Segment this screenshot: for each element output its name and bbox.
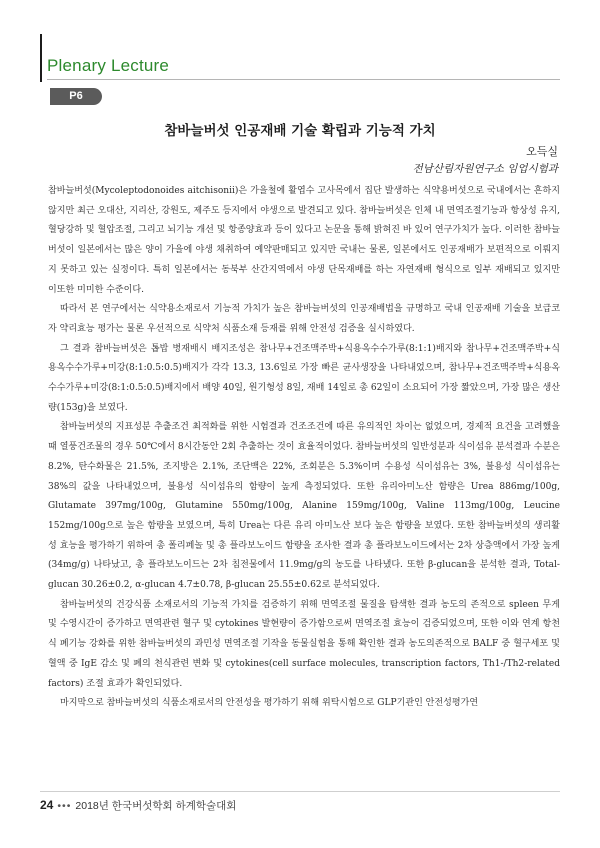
header-rule xyxy=(47,79,560,80)
paragraph: 참바늘버섯의 지표성분 추출조건 최적화를 위한 시험결과 건조조건에 따른 유의적인 차이는 없었으며, 경제적 요건을 고려했을 때 열풍건조물의 경우 50℃에서 8시간동안 2회 추출하는 것이 효율적이었다. 참바늘버섯의 일반성분과 식이섬유 분석결과 수분은 8.2%, 탄수화물은 21.5%, 조지방은 2.1%, 조단백은 22%, 조회분은 5.3%이며 수용성 식이섬유는 3%, 불용성 식이섬유는 38%의 값을 나타내었으며, 불용성 식이섬유의 함량이 높게 측정되었다. 또한 유리아미노산 함량은 Urea 886mg/100g, Glutamate 397mg/100g, Glutamine 550mg/100g, Alanine 159mg/100g, Valine 113mg/100g, Leucine 152mg/100g으로 높은 함량을 보였으며, 특히 Urea는 다른 유리 아미노산 보다 높은 함량을 보였다. 또한 참바늘버섯의 생리활성 효능을 평가하기 위하여 총 폴리페놀 및 총 플라보노이드 함량을 조사한 결과 총 플라보노이드에서는 2차 상층액에서 가장 높게(34mg/g) 나타났고, 총 플라보노이드는 2차 침전물에서 11.9mg/g의 농도를 나타냈다. 또한 β-glucan을 분석한 결과, Total-glucan 30.26±0.2, α-glucan 4.7±0.78, β-glucan 25.55±0.62로 분석되었다. xyxy=(48,422,560,591)
paragraph: 참바늘버섯(Mycoleptodonoides aitchisonii)은 가을철에 활엽수 고사목에서 집단 발생하는 식약용버섯으로 국내에서는 흔하지 않지만 최근 오대산, 지리산, 강원도, 제주도 등지에서 야생으로 발견되고 있다. 참바늘버섯은 인체 내 면역조절기능과 항상성 유지, 혈당강하 및 혈압조절, 그리고 뇌기능 개선 및 항종양효과 등이 있다고 논문을 통해 밝혀진 바 있어 연구가치가 높다. 이러한 참바늘버섯이 일본에서는 많은 양이 가을에 야생 채취하여 예약판매되고 있지만 국내는 물론, 일본에서도 인공재배가 보편적으로 이뤄지지 못하고 있는 실정이다. 특히 일본에서는 동북부 산간지역에서 야생 단목재배를 하는 자연재배 형식으로 일부 재배되고 있지만 이또한 미미한 수준이다. xyxy=(48,186,561,295)
paper-title: 참바늘버섯 인공재배 기술 확립과 기능적 가치 xyxy=(164,123,436,139)
paragraph: 그 결과 참바늘버섯은 톱밥 병재배시 배지조성은 참나무+건조맥주박+식용옥수수가루(8:1:1)배지와 참나무+건조맥주박+식용옥수수가루+미강(8:1:0.5:0.5)배지가 각각 13.3, 13.6일로 가장 빠른 균사생장을 나타내었으며, 참나무+건조맥주박+식용옥수수가루+미강(8:1:0.5:0.5)배지에서 배양 40일, 원기형성 8일, 재배 14일로 총 62일이 소요되어 가장 짧았으며, 가장 많은 생산량(153g)을 보였다. xyxy=(48,343,560,413)
footer-rule xyxy=(40,791,560,792)
conference-name: 2018년 한국버섯학회 하계학술대회 xyxy=(75,800,237,812)
section-title: Plenary Lecture xyxy=(47,56,170,75)
paragraph: 따라서 본 연구에서는 식약용소재로서 기능적 가치가 높은 참바늘버섯의 인공재배법을 규명하고 국내 인공재배 기술을 보급코자 약리효능 평가는 물론 우선적으로 식약처 식품소재 등재를 위해 안전성 검증을 실시하였다. xyxy=(48,304,560,334)
footer-dots: ••• xyxy=(57,800,72,812)
page-number: 24 xyxy=(40,798,54,812)
paragraph: 마지막으로 참바늘버섯의 식품소재로서의 안전성을 평가하기 위해 위탁시험으로 GLP기관인 안전성평가연 xyxy=(60,698,479,709)
paragraph: 참바늘버섯의 건강식품 소재로서의 기능적 가치를 검증하기 위해 면역조절 물질을 탐색한 결과 농도의 존적으로 spleen 무게 및 수영시간이 증가하고 면역관련 혈구 및 cytokines 발현량이 증가함으로써 면역조절 효능이 검증되었으며, 또한 이와 연계 항천식 폐기능 강화를 위한 참바늘버섯의 과민성 면역조절 기작을 동물실험을 통해 확인한 결과 농도의존적으로 BALF 중 혈구세포 및 혈액 중 IgE 감소 및 폐의 천식관련 변화 및 cytokines(cell surface molecules, transcription factors, Th1-/Th2-related factors) 조절 효과가 확인되었다. xyxy=(48,599,560,689)
header-side-rule xyxy=(40,34,42,82)
author-name: 오득실 xyxy=(526,145,558,158)
author-affiliation: 전남산림자원연구소 임업시험과 xyxy=(412,163,558,175)
abstract-body xyxy=(48,182,560,714)
presentation-badge: P6 xyxy=(50,88,102,105)
page-footer xyxy=(40,798,236,813)
